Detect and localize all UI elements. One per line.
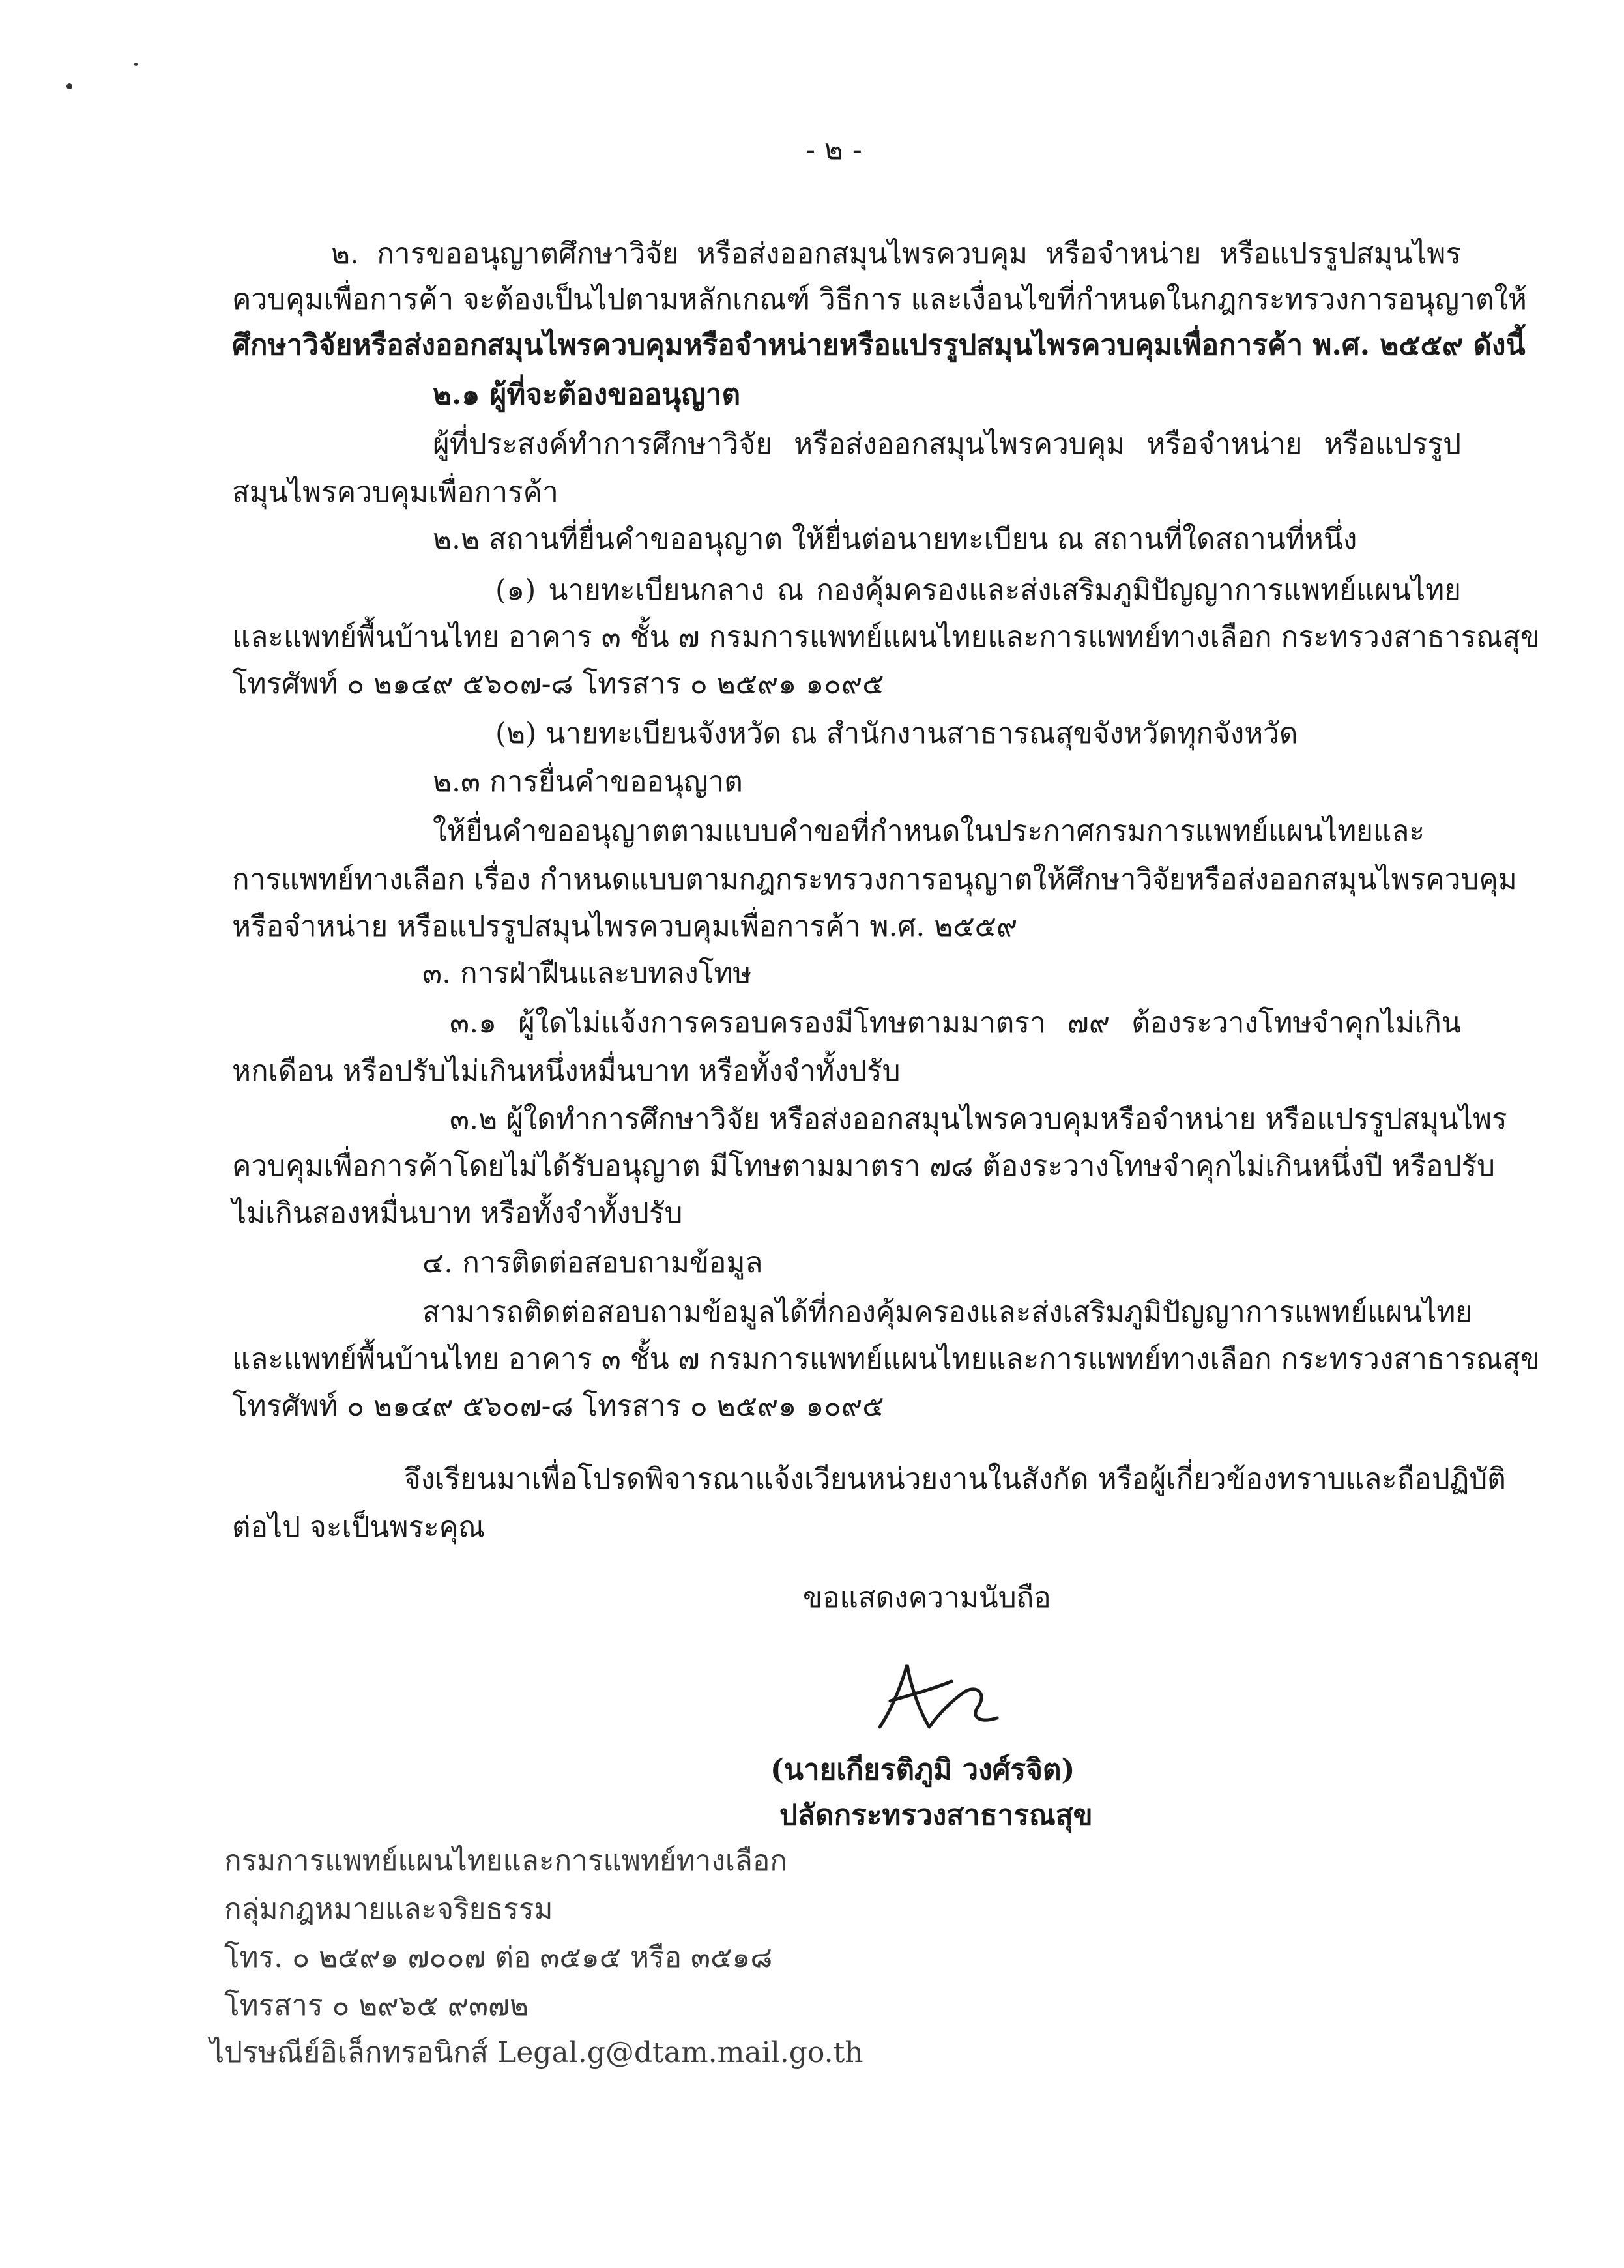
s32-line-1: ๓.๒ ผู้ใดทำการศึกษาวิจัย หรือส่งออกสมุนไพรควบคุมหรือจำหน่าย หรือแปรรูปสมุนไพร — [450, 1103, 1507, 1136]
sec4-heading: ๔. การติดต่อสอบถามข้อมูล — [422, 1246, 763, 1279]
s31-line-2: หกเดือน หรือปรับไม่เกินหนึ่งหมื่นบาท หรือทั้งจำทั้งปรับ — [232, 1054, 901, 1088]
signer-name: (นายเกียรติภูมิ วงศ์รจิต) — [770, 1753, 1075, 1786]
footer-dept: กรมการแพทย์แผนไทยและการแพทย์ทางเลือก — [224, 1844, 787, 1878]
s21-body-line-2: สมุนไพรควบคุมเพื่อการค้า — [232, 476, 558, 509]
sec2-intro-line-2: ควบคุมเพื่อการค้า จะต้องเป็นไปตามหลักเกณฑ์ วิธีการ และเงื่อนไขที่กำหนดในกฎกระทรวงการอนุญาตให้ — [232, 283, 1527, 316]
footer-group: กลุ่มกฎหมายและจริยธรรม — [224, 1893, 553, 1926]
s23-body-line-3: หรือจำหน่าย หรือแปรรูปสมุนไพรควบคุมเพื่อการค้า พ.ศ. ๒๕๕๙ — [232, 910, 1018, 943]
s21-body-line-1: ผู้ที่ประสงค์ทำการศึกษาวิจัย หรือส่งออกสมุนไพรควบคุม หรือจำหน่าย หรือแปรรูป — [433, 428, 1461, 461]
s31-line-1: ๓.๑ ผู้ใดไม่แจ้งการครอบครองมีโทษตามมาตรา ๗๙ ต้องระวางโทษจำคุกไม่เกิน — [450, 1006, 1461, 1040]
signature — [867, 1655, 1010, 1747]
s23-body-line-2: การแพทย์ทางเลือก เรื่อง กำหนดแบบตามกฎกระทรวงการอนุญาตให้ศึกษาวิจัยหรือส่งออกสมุนไพรควบคุม — [232, 863, 1517, 896]
closing-line-2: ต่อไป จะเป็นพระคุณ — [232, 1511, 486, 1544]
signoff: ขอแสดงความนับถือ — [803, 1581, 1051, 1614]
footer-fax: โทรสาร ๐ ๒๙๖๕ ๙๓๗๒ — [224, 1989, 529, 2022]
sec3-heading: ๓. การฝ่าฝืนและบทลงโทษ — [422, 957, 752, 990]
s22-item1-line-3: โทรศัพท์ ๐ ๒๑๔๙ ๕๖๐๗-๘ โทรสาร ๐ ๒๕๙๑ ๑๐๙๕ — [232, 667, 884, 701]
closing-line-1: จึงเรียนมาเพื่อโปรดพิจารณาแจ้งเวียนหน่วยงานในสังกัด หรือผู้เกี่ยวข้องทราบและถือปฏิบัติ — [404, 1462, 1506, 1496]
s22-item1-line-2: และแพทย์พื้นบ้านไทย อาคาร ๓ ชั้น ๗ กรมการแพทย์แผนไทยและการแพทย์ทางเลือก กระทรวงสาธารณสุข — [232, 620, 1540, 654]
s21-heading: ๒.๑ ผู้ที่จะต้องขออนุญาต — [433, 378, 741, 411]
s23-heading: ๒.๓ การยื่นคำขออนุญาต — [433, 765, 743, 798]
sec4-body-line-3: โทรศัพท์ ๐ ๒๑๔๙ ๕๖๐๗-๘ โทรสาร ๐ ๒๕๙๑ ๑๐๙๕ — [232, 1389, 884, 1423]
s22-item2: (๒) นายทะเบียนจังหวัด ณ สำนักงานสาธารณสุขจังหวัดทุกจังหวัด — [495, 717, 1298, 750]
s22-item1-line-1: (๑) นายทะเบียนกลาง ณ กองคุ้มครองและส่งเสริมภูมิปัญญาการแพทย์แผนไทย — [495, 574, 1461, 607]
s22-heading: ๒.๒ สถานที่ยื่นคำขออนุญาต ให้ยื่นต่อนายทะเบียน ณ สถานที่ใดสถานที่หนึ่ง — [433, 523, 1357, 556]
footer-email: ไปรษณีย์อิเล็กทรอนิกส์ Legal.g@dtam.mail.go.th — [210, 2036, 863, 2069]
sec4-body-line-2: และแพทย์พื้นบ้านไทย อาคาร ๓ ชั้น ๗ กรมการแพทย์แผนไทยและการแพทย์ทางเลือก กระทรวงสาธารณสุข — [232, 1343, 1540, 1376]
sec2-intro-line-3: ศึกษาวิจัยหรือส่งออกสมุนไพรควบคุมหรือจำหน่ายหรือแปรรูปสมุนไพรควบคุมเพื่อการค้า พ.ศ. ๒๕๕๙ ดังนี้ — [232, 328, 1526, 362]
s23-body-line-1: ให้ยื่นคำขออนุญาตตามแบบคำขอที่กำหนดในประกาศกรมการแพทย์แผนไทยและ — [433, 815, 1425, 848]
s32-line-3: ไม่เกินสองหมื่นบาท หรือทั้งจำทั้งปรับ — [232, 1197, 683, 1230]
scan-speck — [134, 63, 138, 66]
sec2-intro-line-1: ๒. การขออนุญาตศึกษาวิจัย หรือส่งออกสมุนไพรควบคุม หรือจำหน่าย หรือแปรรูปสมุนไพร — [331, 237, 1461, 270]
s32-line-2: ควบคุมเพื่อการค้าโดยไม่ได้รับอนุญาต มีโทษตามมาตรา ๗๘ ต้องระวางโทษจำคุกไม่เกินหนึ่งปี หรือปรับ — [232, 1150, 1496, 1183]
page-number: - ๒ - — [805, 133, 862, 166]
scan-speck — [66, 83, 72, 89]
signer-title: ปลัดกระทรวงสาธารณสุข — [779, 1799, 1093, 1832]
sec4-body-line-1: สามารถติดต่อสอบถามข้อมูลได้ที่กองคุ้มครองและส่งเสริมภูมิปัญญาการแพทย์แผนไทย — [422, 1296, 1473, 1329]
footer-phone: โทร. ๐ ๒๕๙๑ ๗๐๐๗ ต่อ ๓๕๑๕ หรือ ๓๕๑๘ — [224, 1941, 773, 1974]
